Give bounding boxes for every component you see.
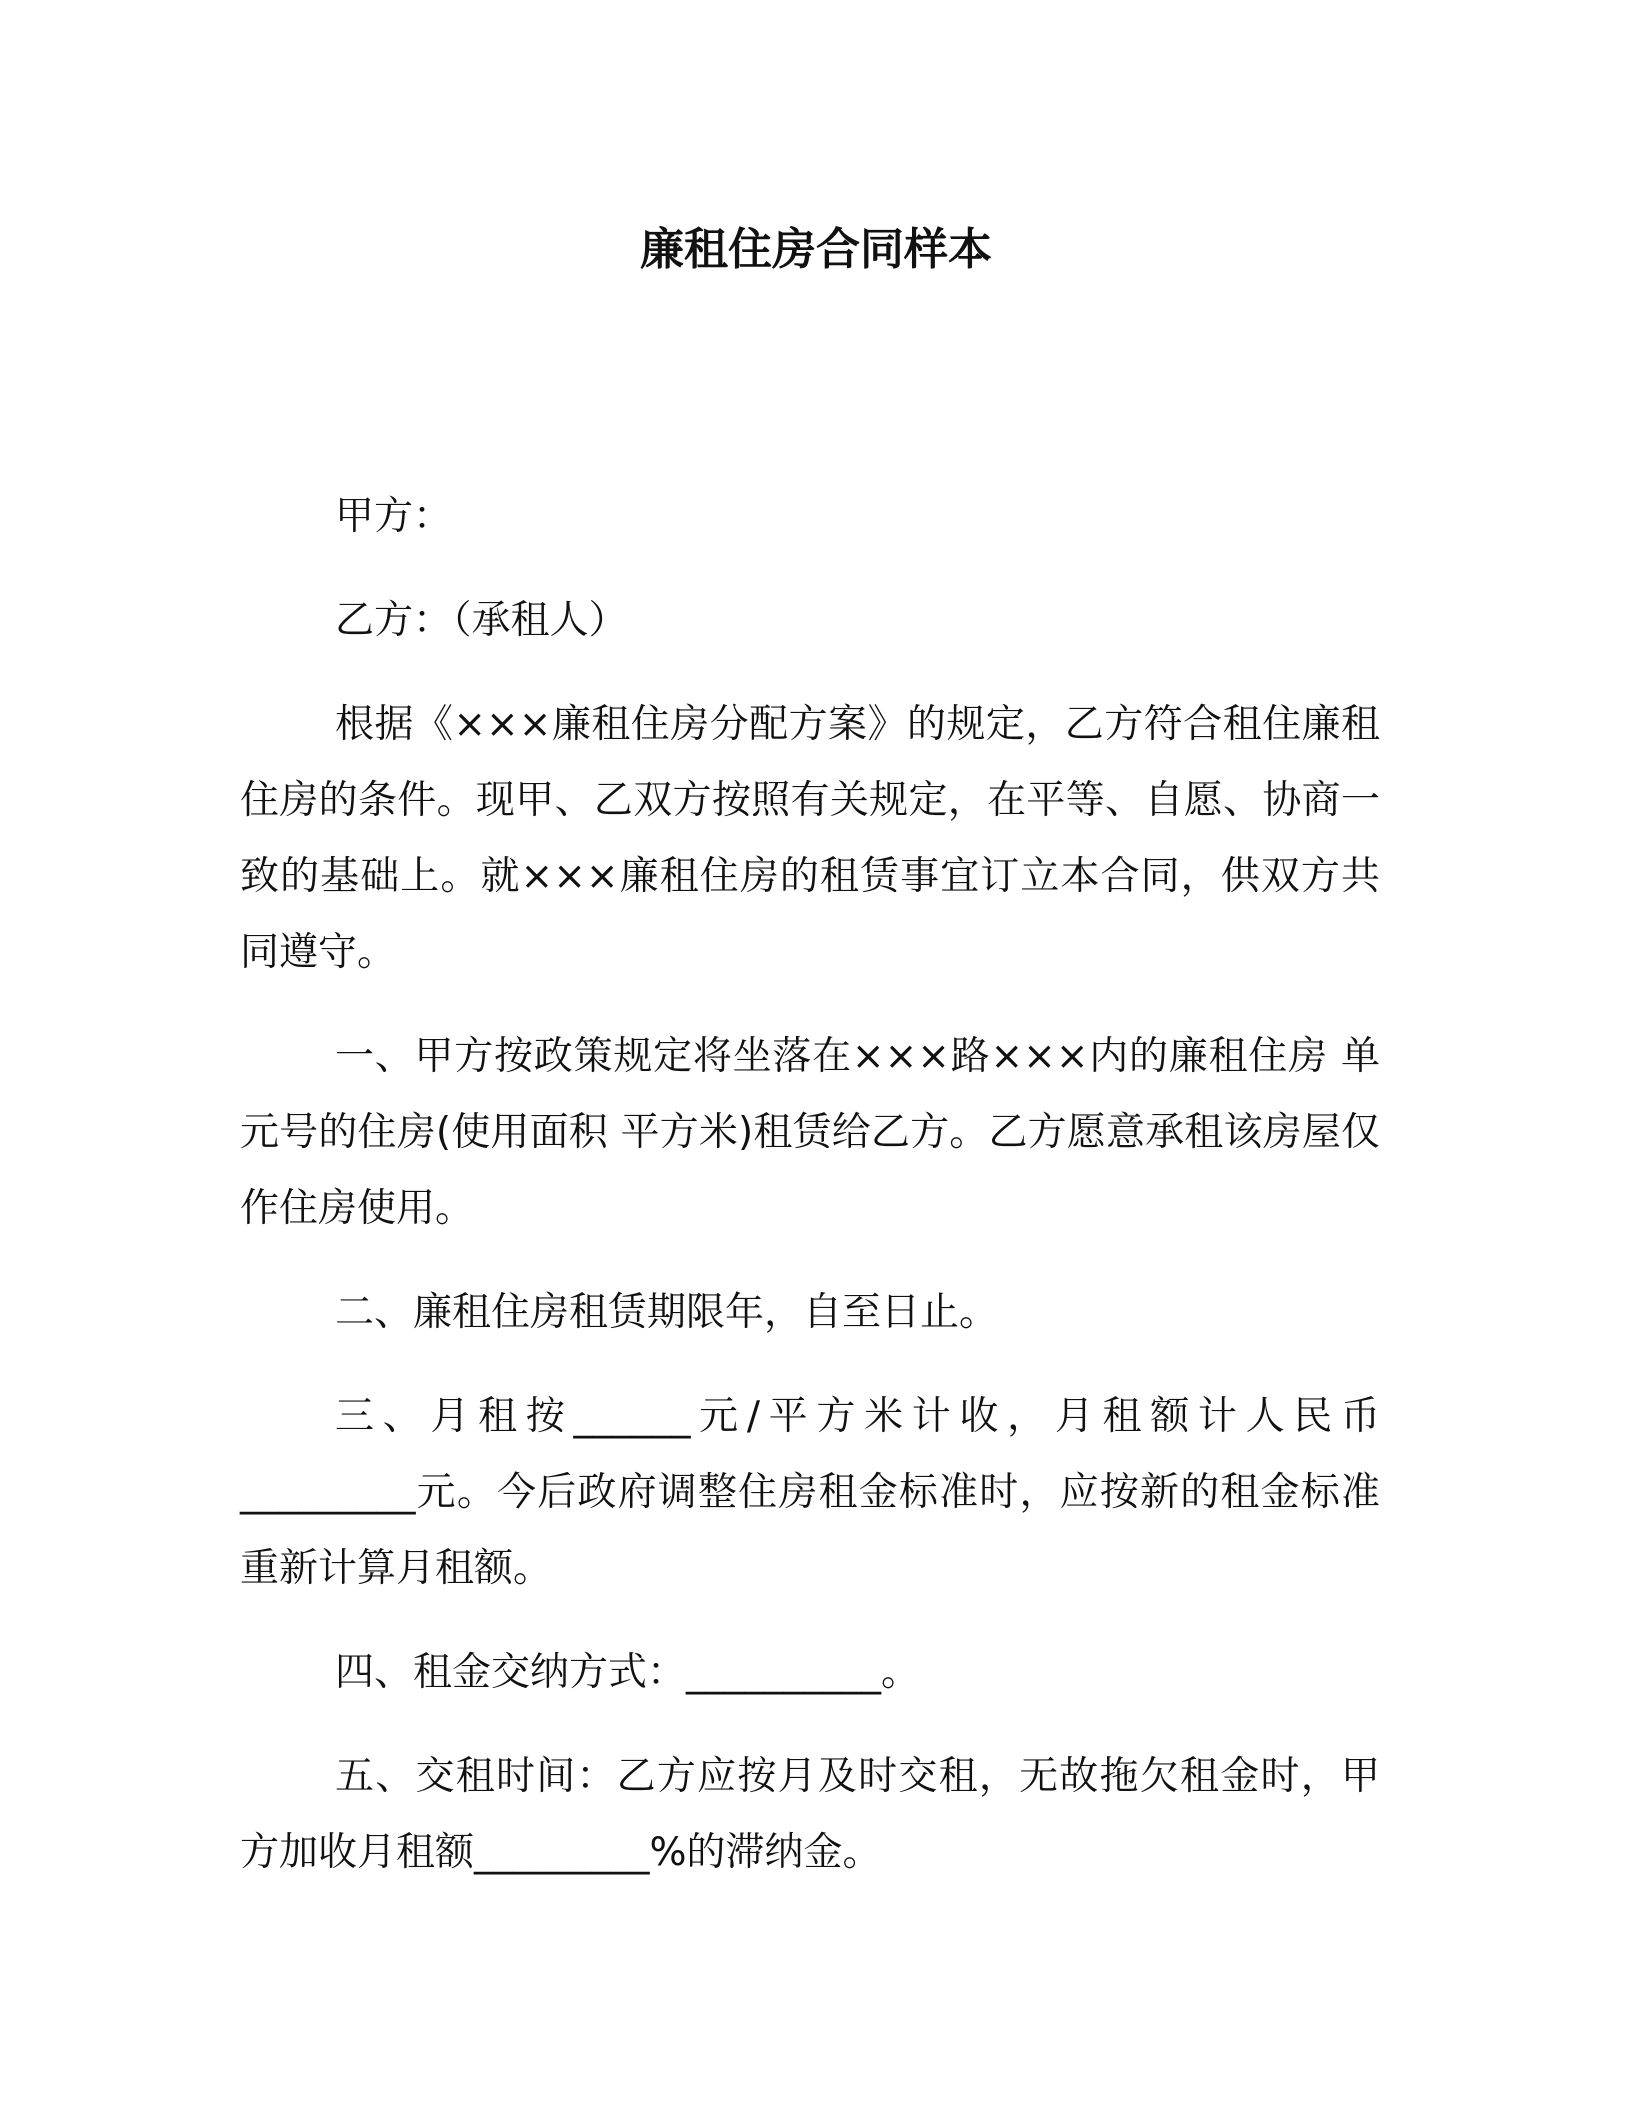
party-b-line: 乙方：（承租人）	[335, 598, 628, 643]
document-title: 廉租住房合同样本	[640, 224, 992, 275]
party-a-line: 甲方：	[335, 494, 453, 539]
clause-1: 一、甲方按政策规定将坐落在×××路×××内的廉租住房 单元号的住房(使用面积 平方米)租赁给乙方。乙方愿意承租该房屋仅作住房使用。	[240, 1034, 1380, 1231]
preamble-paragraph: 根据《×××廉租住房分配方案》的规定，乙方符合租住廉租住房的条件。现甲、乙双方按照有关规定，在平等、自愿、协商一致的基础上。就×××廉租住房的租赁事宜订立本合同，供双方共同遵守。	[240, 702, 1380, 975]
clause-4: 四、租金交纳方式：__________。	[335, 1650, 921, 1695]
clause-2: 二、廉租住房租赁期限年，自至日止。	[335, 1290, 999, 1335]
clause-5: 五、交租时间：乙方应按月及时交租，无故拖欠租金时，甲方加收月租额_________%的滞纳金。	[240, 1754, 1380, 1875]
clause-3: 三、月租按______元/平方米计收，月租额计人民币_________元。今后政府调整住房租金标准时，应按新的租金标准重新计算月租额。	[240, 1394, 1380, 1591]
document-body	[240, 479, 1380, 1919]
